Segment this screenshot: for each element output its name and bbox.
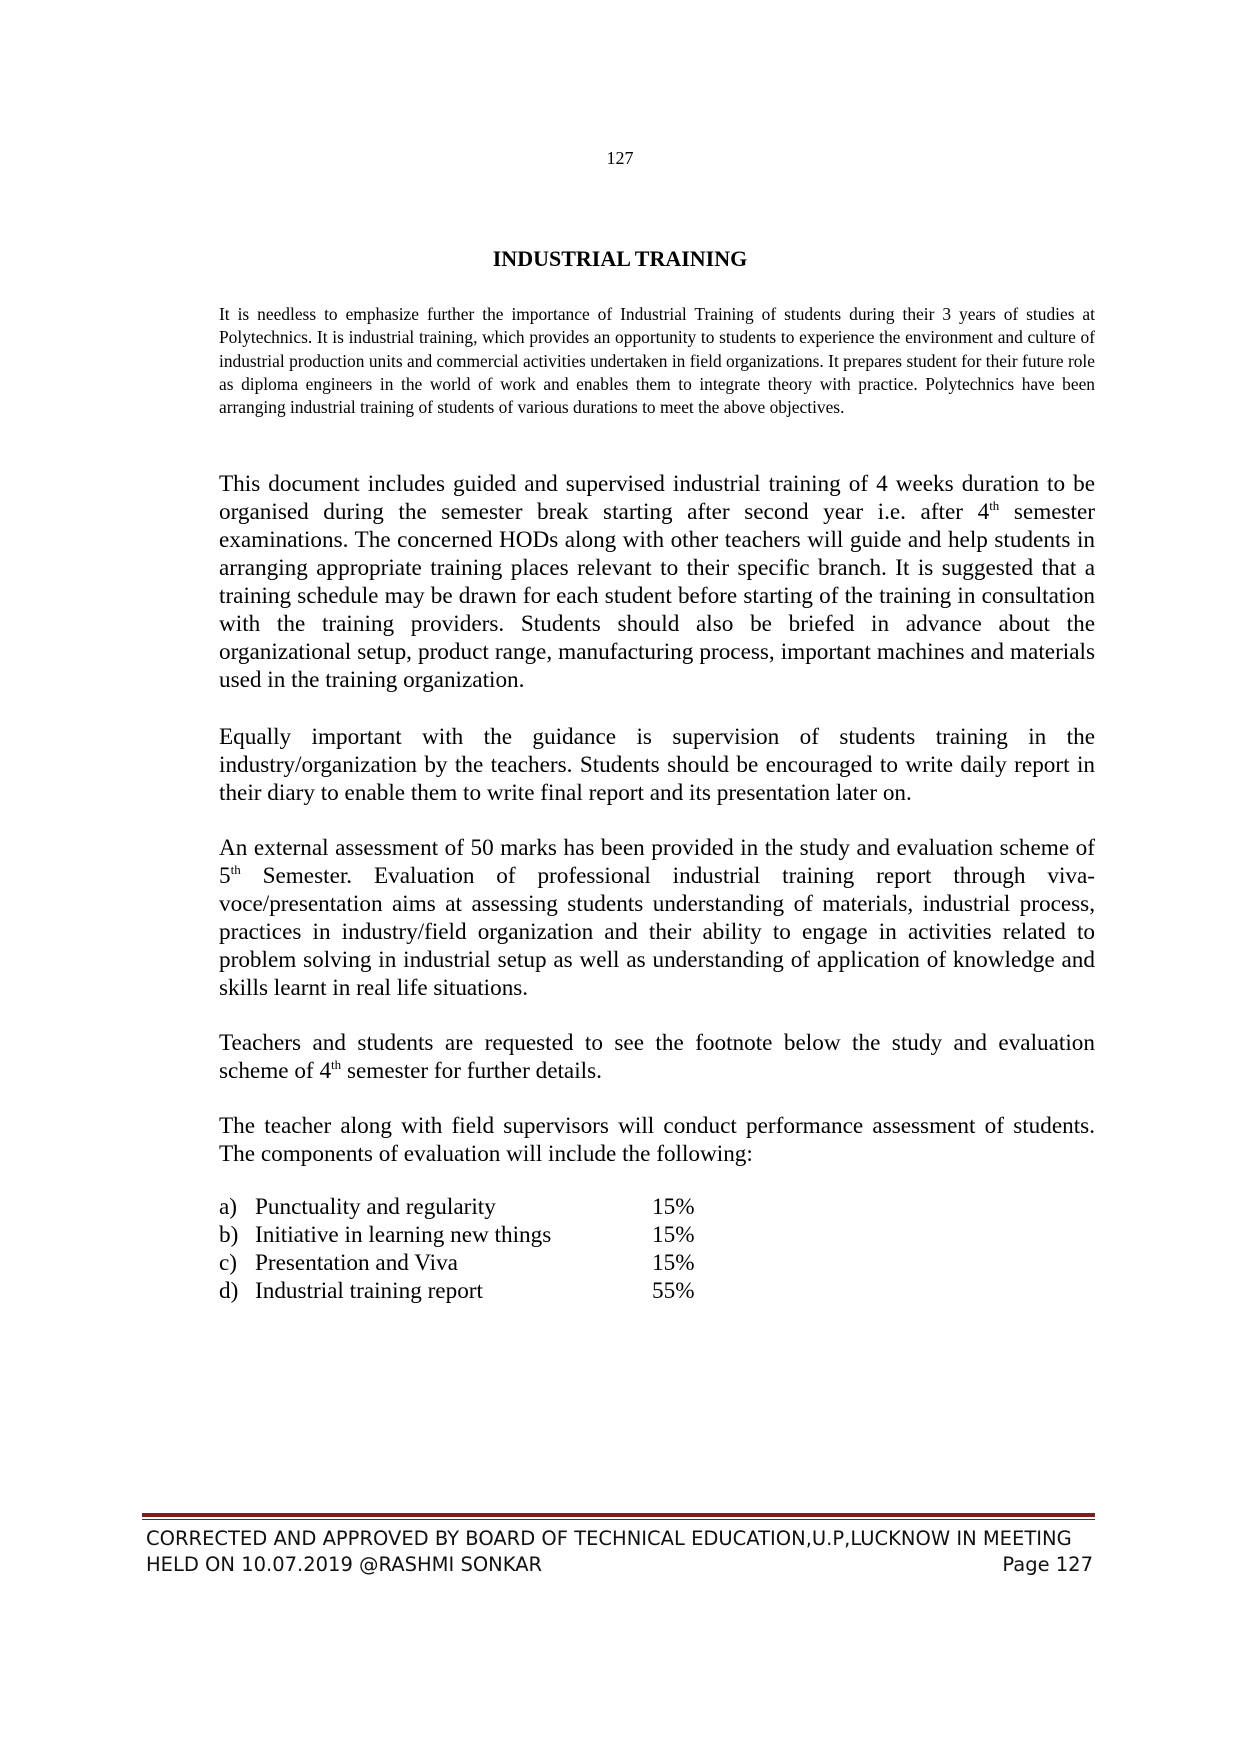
footer-meeting-info: HELD ON 10.07.2019 @RASHMI SONKAR xyxy=(146,1553,543,1576)
paragraph-supervision: Equally important with the guidance is supervision of students training in the industry/organization by the teachers. Students should be encouraged to write daily report in their diary to enable them to write final report and its presentation later on. xyxy=(219,724,1095,806)
ordinal-suffix: th xyxy=(230,862,241,877)
paragraph-text: Teachers and students are requested to see the footnote below the study and evaluation scheme of 4 xyxy=(219,1030,1095,1084)
list-item xyxy=(219,1221,819,1249)
paragraph-training-schedule xyxy=(219,470,1095,694)
list-item xyxy=(219,1277,819,1305)
paragraph-external-assessment xyxy=(219,834,1095,1002)
footer-meeting-line xyxy=(146,1552,1093,1578)
paragraph-text: semester for further details. xyxy=(341,1058,602,1084)
list-item-weight: 55% xyxy=(652,1278,695,1304)
paragraph-text: semester examinations. The concerned HODs along with other teachers will guide and help students in arranging appropriate training places relevant to their specific branch. It is suggested that a training schedule may be drawn for each student before starting of the training in consultation with the training providers. Students should also be briefed in advance about the organizational setup, product range, manufacturing process, important machines and materials used in the training organization. xyxy=(219,499,1096,693)
intro-paragraph: It is needless to emphasize further the importance of Industrial Training of students during their 3 years of studies at Polytechnics. It is industrial training, which provides an opportunity to students to experience the environment and culture of industrial production units and commercial activities undertaken in field organizations. It prepares student for their future role as diploma engineers in the world of work and enables them to integrate theory with practice. Polytechnics have been arranging industrial training of students of various durations to meet the above objectives. xyxy=(219,304,1095,418)
evaluation-components-list xyxy=(219,1193,819,1305)
list-item-label: Presentation and Viva xyxy=(255,1250,458,1276)
list-item-label: Punctuality and regularity xyxy=(255,1194,496,1220)
paragraph-evaluation-intro: The teacher along with field supervisors will conduct performance assessment of students. The components of evaluation will include the following: xyxy=(219,1113,1095,1167)
paragraph-footnote-reference xyxy=(219,1029,1095,1085)
paragraph-text: This document includes guided and supervised industrial training of 4 weeks duration to be organised during the semester break starting after second year i.e. after 4 xyxy=(219,471,1095,525)
ordinal-suffix: th xyxy=(989,498,1000,513)
list-item xyxy=(219,1193,819,1221)
footer-divider xyxy=(142,1513,1095,1517)
footer-divider-thin xyxy=(142,1519,1095,1520)
paragraph-text: Semester. Evaluation of professional industrial training report through viva-voce/presentation aims at assessing students understanding of materials, industrial process, practices in industry/field organization and their ability to engage in activities related to problem solving in industrial setup as well as understanding of application of knowledge and skills learnt in real life situations. xyxy=(219,863,1095,1001)
list-item-letter: c) xyxy=(219,1250,238,1276)
list-item-label: Industrial training report xyxy=(255,1278,483,1304)
footer-page-number: Page 127 xyxy=(1002,1553,1093,1576)
list-item-letter: b) xyxy=(219,1222,239,1248)
list-item-label: Initiative in learning new things xyxy=(255,1222,552,1248)
page-title: INDUSTRIAL TRAINING xyxy=(492,246,748,271)
footer-approval-line: CORRECTED AND APPROVED BY BOARD OF TECHNICAL EDUCATION,U.P,LUCKNOW IN MEETING xyxy=(146,1527,1072,1550)
list-item-weight: 15% xyxy=(652,1222,695,1248)
list-item-letter: d) xyxy=(219,1278,239,1304)
page-number: 127 xyxy=(606,148,634,168)
list-item-weight: 15% xyxy=(652,1250,695,1276)
list-item xyxy=(219,1249,819,1277)
paragraph-text: An external assessment of 50 marks has been provided in the study and evaluation scheme of 5 xyxy=(219,835,1095,889)
ordinal-suffix: th xyxy=(331,1057,342,1072)
list-item-weight: 15% xyxy=(652,1194,695,1220)
list-item-letter: a) xyxy=(219,1194,238,1220)
